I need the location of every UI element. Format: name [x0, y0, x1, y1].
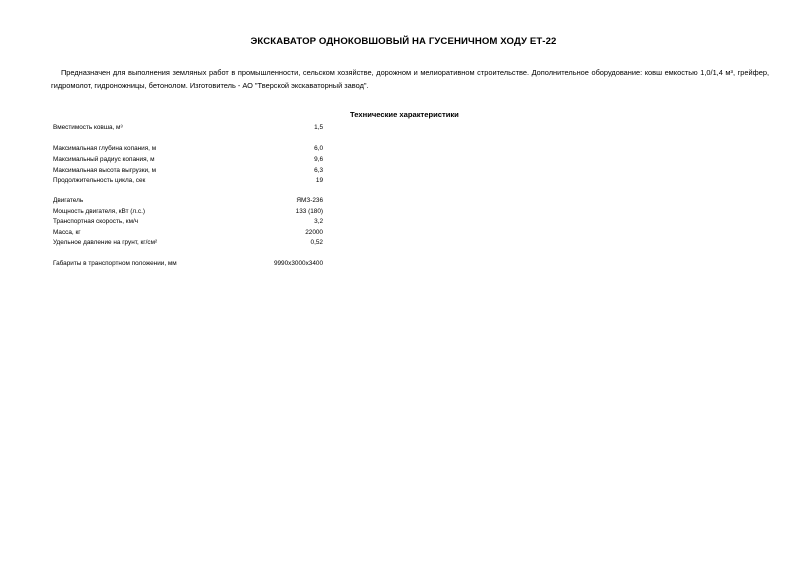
spec-row-travel-speed [53, 217, 323, 227]
spec-value: ЯМЗ-236 [296, 197, 323, 204]
spec-label: Транспортная скорость, км/ч [53, 218, 139, 225]
spec-row-engine [53, 196, 323, 206]
spec-label: Вместимость ковша, м³ [53, 124, 123, 131]
spec-row-transport-dimensions [53, 259, 323, 269]
spec-value: 22000 [305, 229, 323, 236]
spec-label: Масса, кг [53, 229, 81, 236]
spec-label: Максимальная высота выгрузки, м [53, 167, 156, 174]
spec-row-cycle-time [53, 176, 323, 186]
spec-label: Двигатель [53, 197, 84, 204]
spec-row-bucket-capacity [53, 123, 323, 133]
spec-value: 1,5 [314, 124, 323, 131]
spec-row-max-dig-radius [53, 155, 323, 165]
spec-value: 0,52 [310, 239, 323, 246]
spec-row-engine-power [53, 207, 323, 217]
spec-label: Максимальный радиус копания, м [53, 156, 155, 163]
spec-value: 133 (180) [295, 208, 323, 215]
spec-label: Максимальная глубина копания, м [53, 145, 157, 152]
spec-row-max-dump-height [53, 166, 323, 176]
document-title: ЭКСКАВАТОР ОДНОКОВШОВЫЙ НА ГУСЕНИЧНОМ ХОДУ ЕТ-22 [250, 36, 557, 47]
spec-label: Габариты в транспортном положении, мм [53, 260, 177, 267]
spec-label: Мощность двигателя, кВт (л.с.) [53, 208, 146, 215]
spec-value: 19 [315, 177, 323, 184]
spec-value: 3,2 [314, 218, 323, 225]
spec-value: 6,3 [314, 167, 323, 174]
spec-row-ground-pressure [53, 238, 323, 248]
spec-label: Продолжительность цикла, сек [53, 177, 146, 184]
spec-label: Удельное давление на грунт, кг/см² [53, 239, 158, 246]
spec-value: 9990х3000х3400 [273, 260, 323, 267]
specs-heading: Технические характеристики [350, 110, 459, 119]
spec-value: 6,0 [314, 145, 323, 152]
intro-paragraph: Предназначен для выполнения земляных работ в промышленности, сельском хозяйстве, дорожном и мелиоративном строительстве. Дополнительное оборудование: ковш емкостью 1,0/1,4 м³, грейфер, гидромолот, гидроножницы, бетонолом. Изготовитель - АО "Тверской экскаваторный завод". [51, 68, 769, 90]
spec-row-mass [53, 228, 323, 238]
spec-value: 9,6 [314, 156, 323, 163]
spec-row-max-dig-depth [53, 144, 323, 154]
